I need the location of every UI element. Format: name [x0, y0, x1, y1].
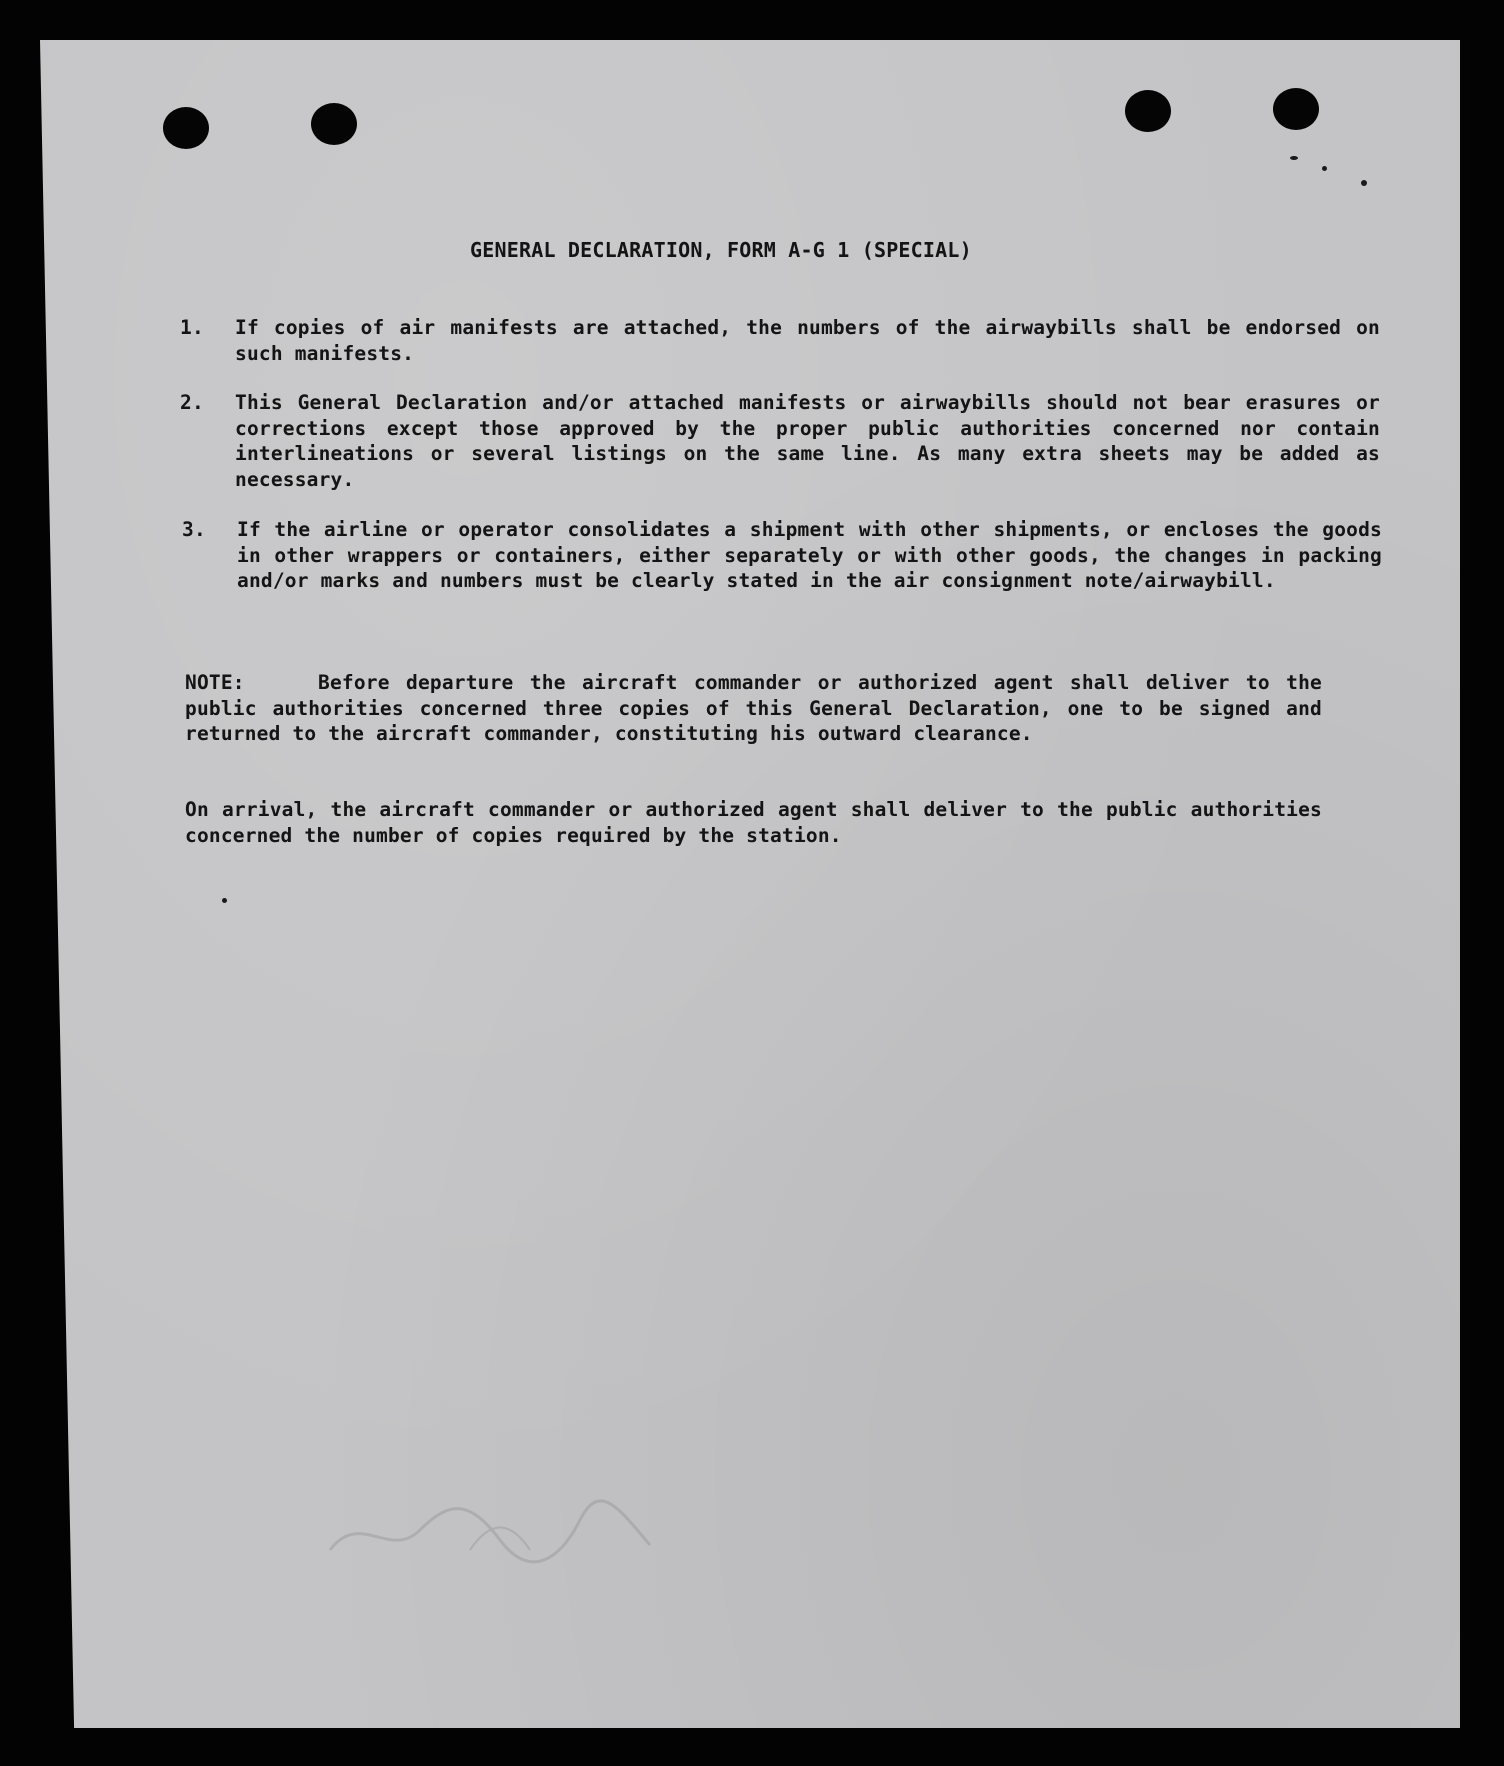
note-paragraph — [185, 670, 1322, 747]
item-number: 3. — [182, 518, 206, 541]
instruction-item — [182, 517, 1382, 594]
item-text: This General Declaration and/or attached manifests or airwaybills should not bear erasures or corrections except those approved by the proper public authorities concerned nor contain interlineations or several listings on the same line. As many extra sheets may be added as necessary. — [235, 391, 1380, 491]
ink-speck — [1361, 180, 1367, 186]
item-text: If the airline or operator consolidates a shipment with other shipments, or encloses the goods in other wrappers or containers, either separately or with other goods, the changes in packing and/or marks and numbers must be clearly stated in the air consignment note/airwaybill. — [237, 518, 1382, 593]
punch-hole — [311, 103, 357, 145]
arrival-paragraph: On arrival, the aircraft commander or authorized agent shall deliver to the public authorities concerned the number of copies required by the station. — [185, 798, 1322, 847]
note-text: Before departure the aircraft commander or authorized agent shall deliver to the public authorities concerned three copies of this General Declaration, one to be signed and returned to the aircraft commander, constituting his outward clearance. — [185, 671, 1322, 746]
punch-hole — [163, 107, 209, 149]
ink-speck — [1322, 166, 1327, 171]
faint-signature-bleedthrough — [320, 1490, 660, 1570]
item-number: 1. — [180, 316, 204, 339]
document-title: GENERAL DECLARATION, FORM A-G 1 (SPECIAL) — [470, 238, 972, 262]
item-number: 2. — [180, 391, 204, 414]
punch-hole — [1273, 88, 1319, 130]
instruction-item — [180, 390, 1380, 492]
punch-hole — [1125, 90, 1171, 132]
ink-speck — [222, 898, 227, 903]
note-label: NOTE: — [185, 671, 245, 694]
ink-speck — [1290, 156, 1298, 160]
paper-sheet — [40, 40, 1460, 1728]
item-text: If copies of air manifests are attached, the numbers of the airwaybills shall be endorsed on such manifests. — [235, 316, 1380, 365]
instruction-item — [180, 315, 1380, 366]
